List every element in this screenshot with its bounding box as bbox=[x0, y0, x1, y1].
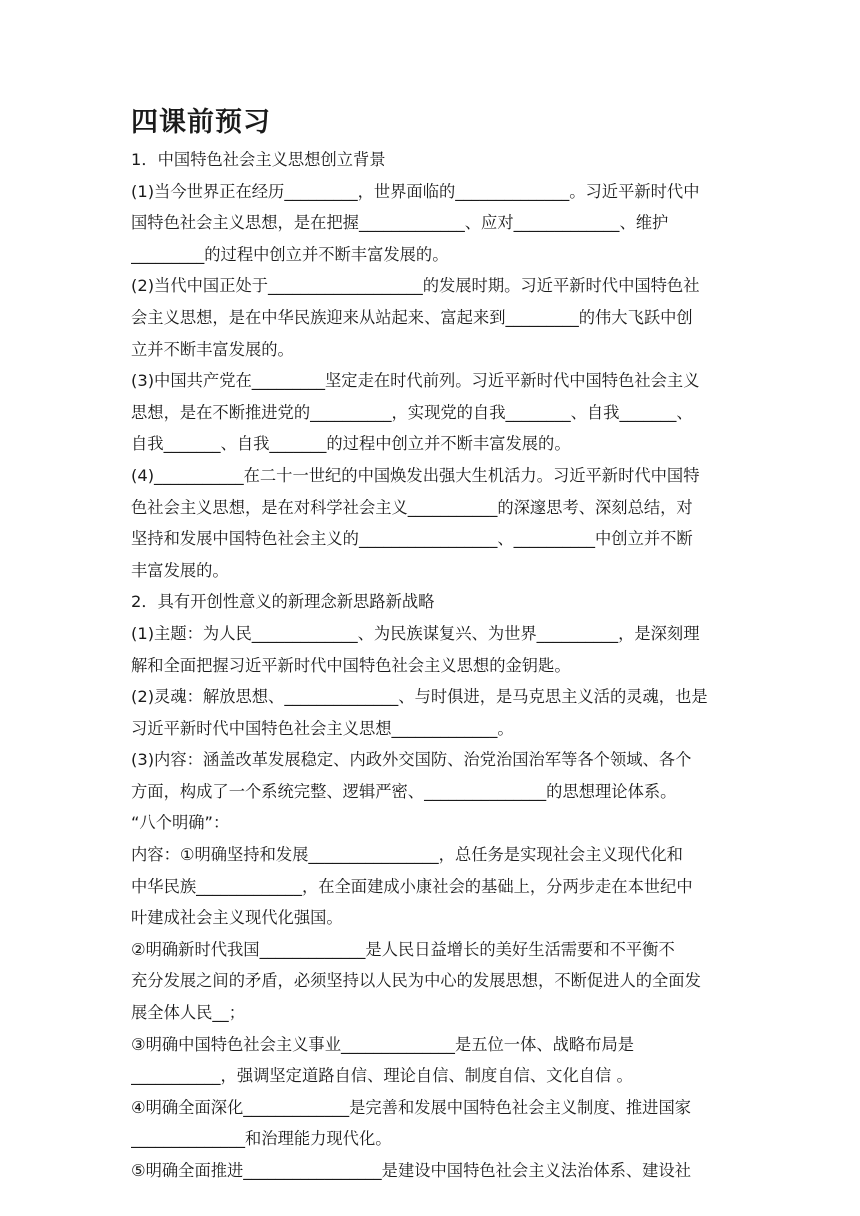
text-line: 2．具有开创性意义的新理念新思路新战略 bbox=[131, 592, 435, 612]
text-line: “八个明确”： bbox=[131, 813, 230, 833]
text-line: (2)灵魂：解放思想、______________、与时俱进，是马克思主义活的灵魂，也是 bbox=[131, 687, 708, 707]
text-line: 丰富发展的。 bbox=[131, 560, 229, 580]
text-line: ②明确新时代我国_____________是人民日益增长的美好生活需要和不平衡不 bbox=[131, 939, 675, 959]
text-line: 色社会主义思想，是在对科学社会主义___________的深邃思考、深刻总结，对 bbox=[131, 497, 693, 517]
text-line: 坚持和发展中国特色社会主义的_________________、__________中创立并不断 bbox=[131, 529, 693, 549]
text-line: 解和全面把握习近平新时代中国特色社会主义思想的金钥匙。 bbox=[131, 655, 571, 675]
text-line: (3)内容：涵盖改革发展稳定、内政外交国防、治党治国治军等各个领域、各个 bbox=[131, 750, 692, 770]
section-heading: 四课前预习 bbox=[131, 107, 271, 138]
text-line: (3)中国共产党在_________坚定走在时代前列。习近平新时代中国特色社会主义 bbox=[131, 371, 700, 391]
text-line: ③明确中国特色社会主义事业______________是五位一体、战略布局是 bbox=[131, 1034, 635, 1054]
text-line: 展全体人民__； bbox=[131, 1003, 245, 1023]
text-line: (4)___________在二十一世纪的中国焕发出强大生机活力。习近平新时代中国特 bbox=[131, 465, 700, 485]
text-line: _________的过程中创立并不断丰富发展的。 bbox=[131, 244, 449, 264]
text-line: 方面，构成了一个系统完整、逻辑严密、_______________的思想理论体系。 bbox=[131, 781, 677, 801]
text-line: (2)当代中国正处于___________________的发展时期。习近平新时代中国特色社 bbox=[131, 276, 700, 296]
text-line: 会主义思想，是在中华民族迎来从站起来、富起来到_________的伟大飞跃中创 bbox=[131, 307, 693, 327]
text-line: ⑤明确全面推进_________________是建设中国特色社会主义法治体系、建设社 bbox=[131, 1161, 692, 1180]
text-line: ___________，强调坚定道路自信、理论自信、制度自信、文化自信 。 bbox=[131, 1066, 633, 1086]
text-line: 充分发展之间的矛盾，必须坚持以人民为中心的发展思想，不断促进人的全面发 bbox=[131, 971, 701, 991]
text-line: 中华民族_____________，在全面建成小康社会的基础上，分两步走在本世纪中 bbox=[131, 876, 693, 896]
text-line: (1)主题：为人民_____________、为民族谋复兴、为世界__________，是深刻理 bbox=[131, 623, 700, 643]
text-line: 立并不断丰富发展的。 bbox=[131, 339, 294, 359]
text-line: (1)当今世界正在经历_________，世界面临的______________。习近平新时代中 bbox=[131, 181, 700, 201]
document-body bbox=[131, 144, 731, 1187]
text-line: 自我_______、自我_______的过程中创立并不断丰富发展的。 bbox=[131, 434, 571, 454]
text-line: 思想，是在不断推进党的__________，实现党的自我________、自我_______、 bbox=[131, 402, 693, 422]
text-line: 叶建成社会主义现代化强国。 bbox=[131, 908, 343, 928]
text-line: 习近平新时代中国特色社会主义思想_____________。 bbox=[131, 718, 514, 738]
text-line: 国特色社会主义思想，是在把握_____________、应对_____________、维护 bbox=[131, 213, 669, 233]
text-line: ④明确全面深化_____________是完善和发展中国特色社会主义制度、推进国家 bbox=[131, 1097, 692, 1117]
text-line: 1．中国特色社会主义思想创立背景 bbox=[131, 150, 386, 169]
text-line: ______________和治理能力现代化。 bbox=[131, 1129, 392, 1149]
text-line: 内容：①明确坚持和发展________________，总任务是实现社会主义现代化和 bbox=[131, 845, 683, 865]
